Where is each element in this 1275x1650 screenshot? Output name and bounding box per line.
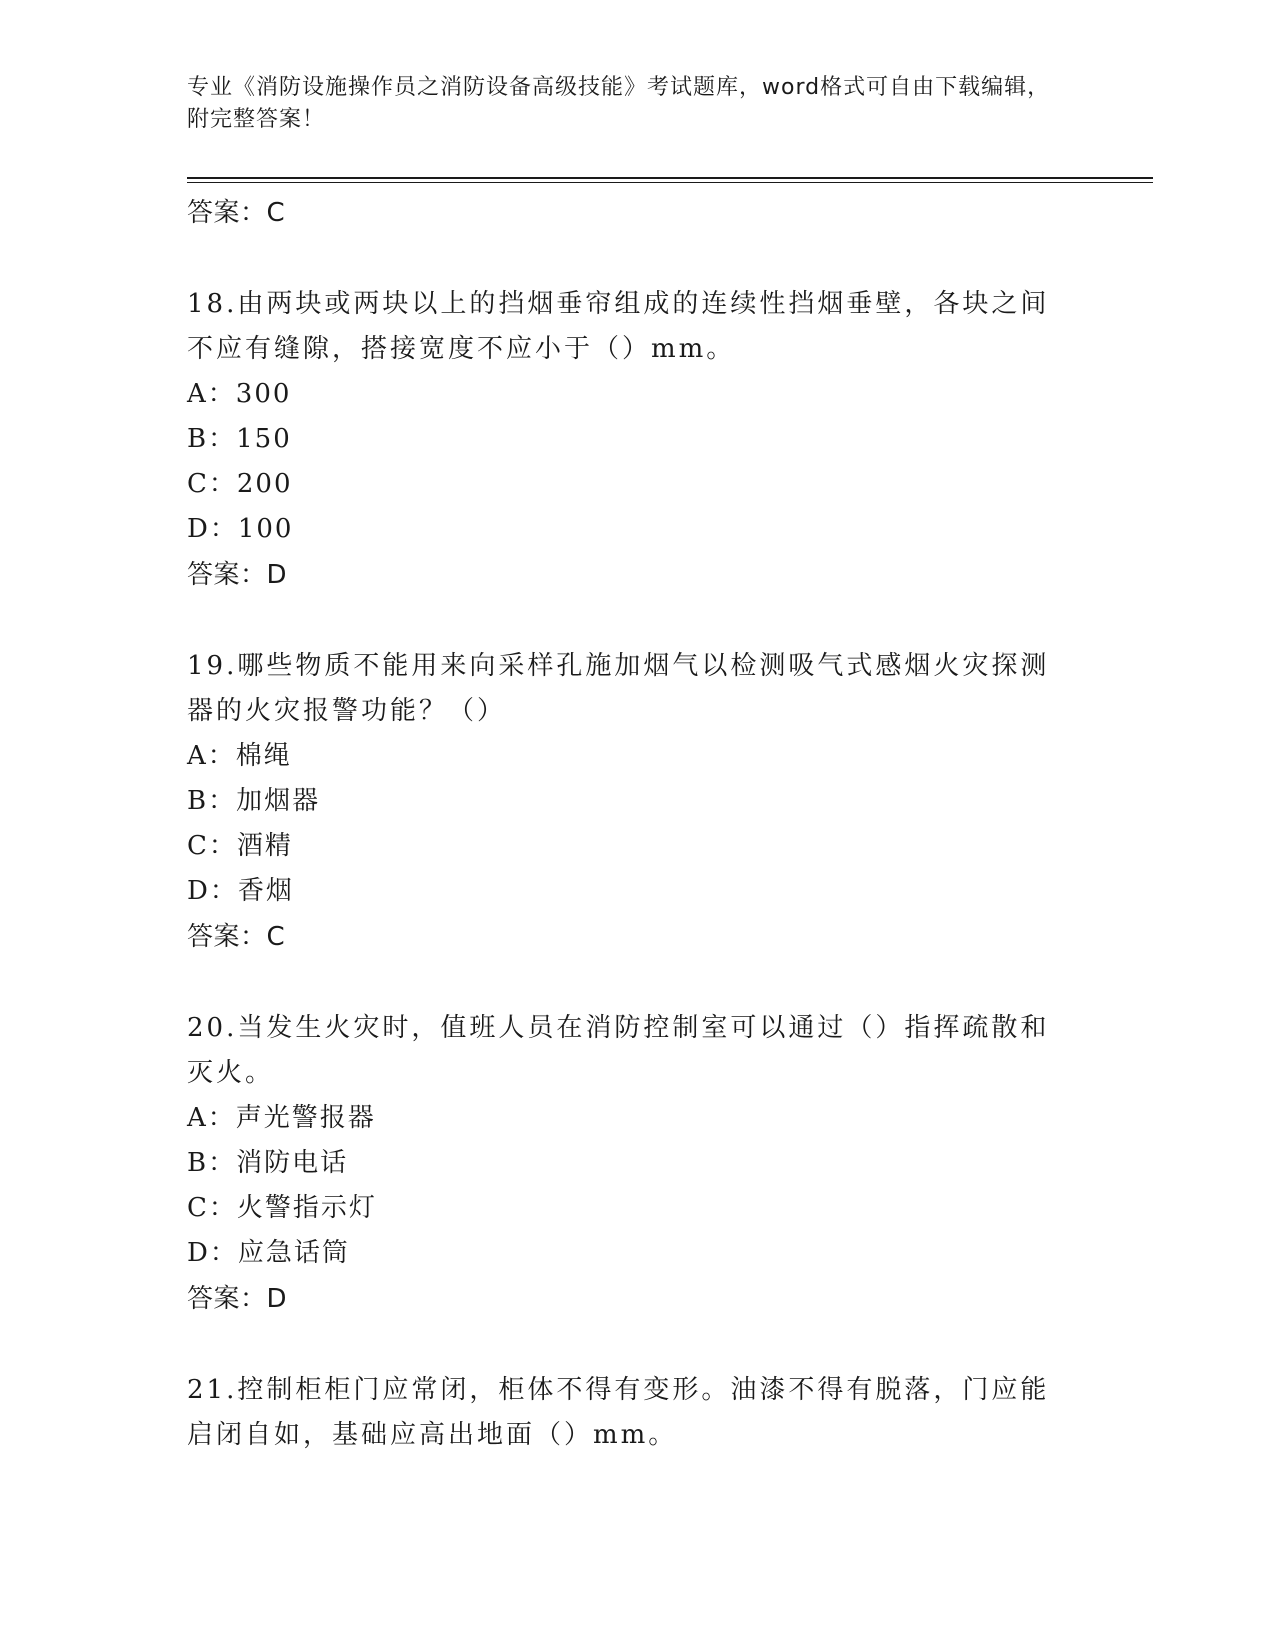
option-c: C：酒精 <box>187 831 293 861</box>
option-a: A：棉绳 <box>187 741 292 771</box>
header-divider-thin <box>187 182 1153 183</box>
question-stem: 19.哪些物质不能用来向采样孔施加烟气以检测吸气式感烟火灾探测器的火灾报警功能？（） <box>187 651 1050 726</box>
question-stem: 20.当发生火灾时，值班人员在消防控制室可以通过（）指挥疏散和灭火。 <box>187 1013 1050 1088</box>
option-b: B：加烟器 <box>187 786 321 816</box>
option-c: C：火警指示灯 <box>187 1193 377 1223</box>
option-c: C：200 <box>187 469 293 499</box>
spacer <box>187 960 1087 1006</box>
previous-answer: 答案：C <box>187 198 286 228</box>
option-d: D：100 <box>187 514 294 544</box>
spacer <box>187 598 1087 644</box>
question-20 <box>187 1006 1087 1322</box>
question-18 <box>187 282 1087 598</box>
header-divider-thick <box>187 177 1153 179</box>
document-header: 专业《消防设施操作员之消防设备高级技能》考试题库，word格式可自由下载编辑，附完整答案！ <box>187 75 1051 132</box>
question-list <box>187 190 1087 1458</box>
option-a: A：300 <box>187 379 292 409</box>
answer: 答案：D <box>187 1284 288 1314</box>
question-stem: 18.由两块或两块以上的挡烟垂帘组成的连续性挡烟垂壁，各块之间不应有缝隙，搭接宽度不应小于（）mm。 <box>187 289 1050 364</box>
question-stem: 21.控制柜柜门应常闭，柜体不得有变形。油漆不得有脱落，门应能启闭自如，基础应高出地面（）mm。 <box>187 1375 1050 1450</box>
answer: 答案：D <box>187 560 288 590</box>
spacer <box>187 1322 1087 1368</box>
question-19 <box>187 644 1087 960</box>
option-a: A：声光警报器 <box>187 1103 376 1133</box>
spacer <box>187 236 1087 282</box>
answer: 答案：C <box>187 922 286 952</box>
option-b: B：消防电话 <box>187 1148 349 1178</box>
option-d: D：应急话筒 <box>187 1238 350 1268</box>
option-b: B：150 <box>187 424 292 454</box>
option-d: D：香烟 <box>187 876 294 906</box>
question-21 <box>187 1368 1087 1458</box>
